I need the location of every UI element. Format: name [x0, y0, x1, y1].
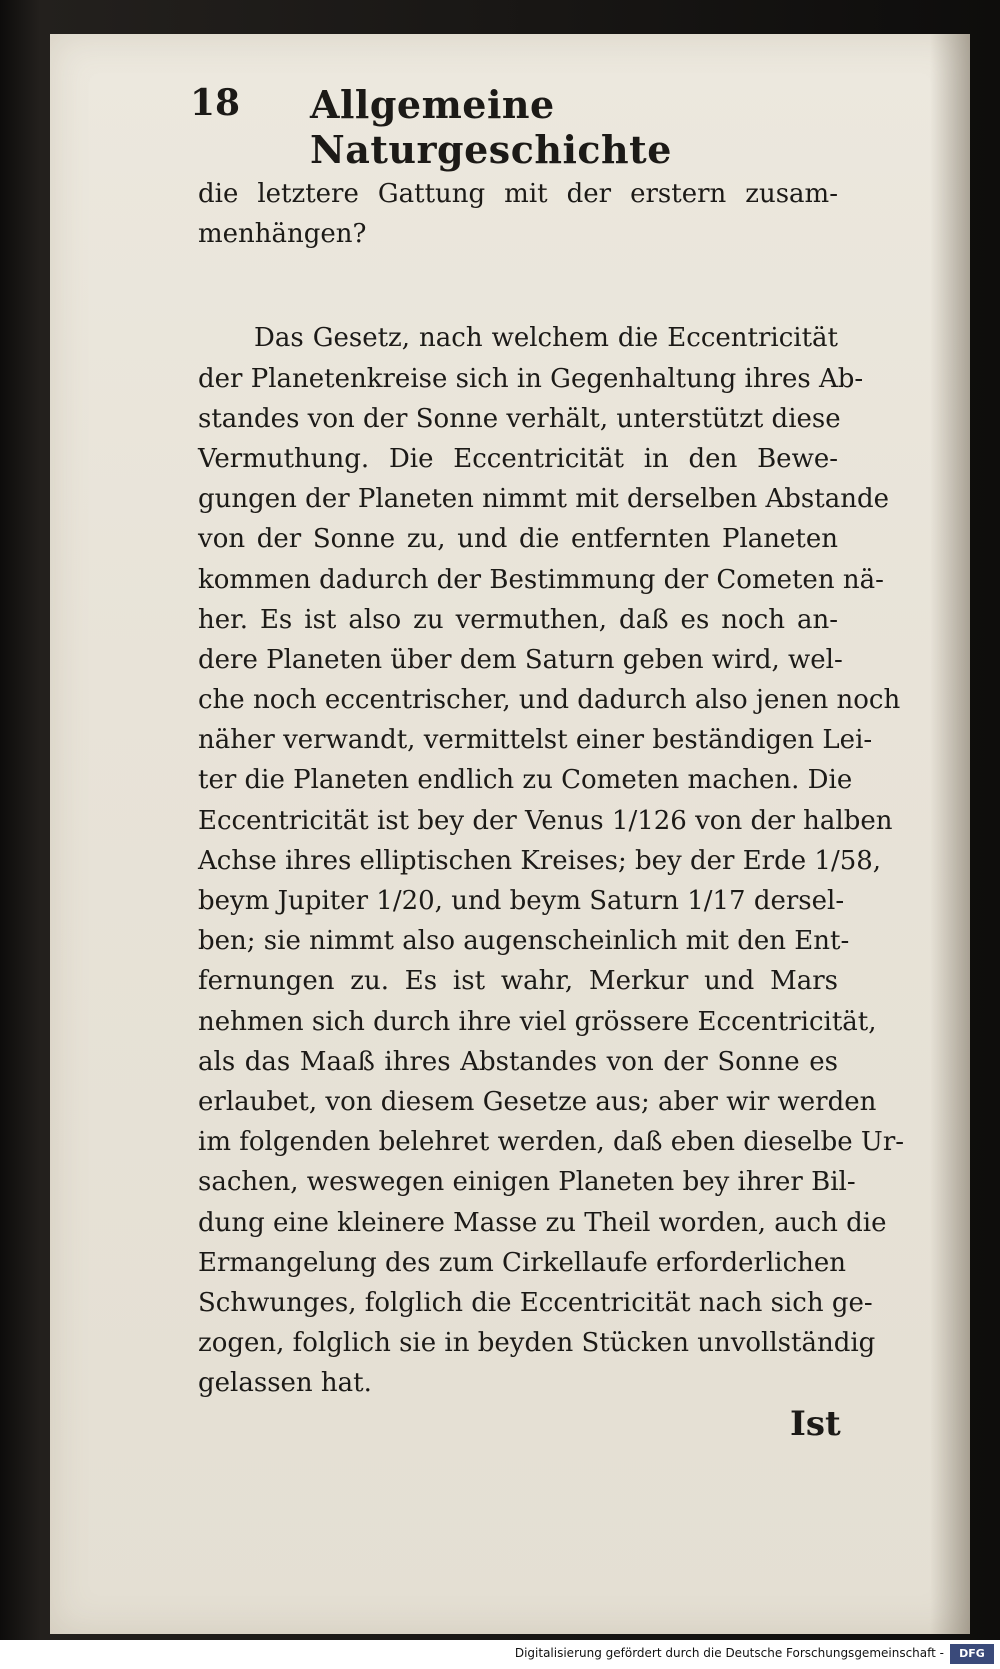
text-line: che noch eccentrischer, und dadurch also jenen noch — [198, 685, 901, 716]
text-line: erlaubet, von diesem Gesetze aus; aber wir werden — [198, 1086, 877, 1117]
text-line: nehmen sich durch ihre viel grössere Eccentricität, — [198, 1006, 877, 1037]
text-line: Schwunges, folglich die Eccentricität nach sich ge- — [198, 1287, 873, 1318]
text-line: als das Maaß ihres Abstandes von der Sonne es — [198, 1046, 838, 1077]
text-line: her. Es ist also zu vermuthen, daß es noch an- — [198, 604, 838, 635]
text-line: Ermangelung des zum Cirkellaufe erforderlichen — [198, 1247, 847, 1278]
text-line: gelassen hat. — [198, 1368, 372, 1399]
text-line: Das Gesetz, nach welchem die Eccentricität — [254, 323, 838, 354]
page-number: 18 — [190, 82, 241, 124]
paragraph-gap — [198, 254, 838, 318]
text-line: ter die Planeten endlich zu Cometen machen. Die — [198, 765, 853, 796]
text-line: Achse ihres elliptischen Kreises; bey der Erde 1/58, — [198, 845, 882, 876]
funding-credit: Digitalisierung gefördert durch die Deutsche Forschungsgemeinschaft - — [514, 1646, 944, 1660]
text-line: ben; sie nimmt also augenscheinlich mit den Ent- — [198, 926, 850, 957]
dfg-logo: DFG — [950, 1644, 994, 1664]
text-line: der Planetenkreise sich in Gegenhaltung ihres Ab- — [198, 363, 864, 394]
text-line: im folgenden belehret werden, daß eben dieselbe Ur- — [198, 1127, 905, 1158]
paragraph-1 — [198, 174, 838, 254]
text-line: gungen der Planeten nimmt mit derselben Abstande — [198, 484, 889, 515]
running-title: Allgemeine Naturgeschichte — [310, 82, 672, 172]
text-line: kommen dadurch der Bestimmung der Cometen nä- — [198, 564, 884, 595]
text-line: menhängen? — [198, 219, 367, 250]
text-line: die letztere Gattung mit der erstern zusam- — [198, 179, 838, 209]
paragraph-2 — [198, 318, 905, 1403]
page-header — [190, 82, 850, 172]
text-line: näher verwandt, vermittelst einer beständigen Lei- — [198, 725, 873, 756]
text-line: Vermuthung. Die Eccentricität in den Bewe- — [198, 443, 838, 474]
catchword: Ist — [790, 1404, 841, 1444]
text-line: zogen, folglich sie in beyden Stücken unvollständig — [198, 1328, 876, 1359]
text-line: beym Jupiter 1/20, und beym Saturn 1/17 dersel- — [198, 886, 845, 916]
book-page — [50, 34, 970, 1634]
text-line: von der Sonne zu, und die entfernten Planeten — [198, 524, 838, 555]
text-line: Eccentricität ist bey der Venus 1/126 von der halben — [198, 805, 893, 836]
body-text — [198, 174, 905, 1403]
text-line: standes von der Sonne verhält, unterstützt diese — [198, 403, 841, 434]
text-line: dere Planeten über dem Saturn geben wird, wel- — [198, 644, 843, 675]
text-line: dung eine kleinere Masse zu Theil worden, auch die — [198, 1207, 887, 1238]
digitization-footer — [0, 1640, 1000, 1669]
text-line: fernungen zu. Es ist wahr, Merkur und Mars — [198, 966, 838, 997]
text-line: sachen, weswegen einigen Planeten bey ihrer Bil- — [198, 1167, 856, 1198]
